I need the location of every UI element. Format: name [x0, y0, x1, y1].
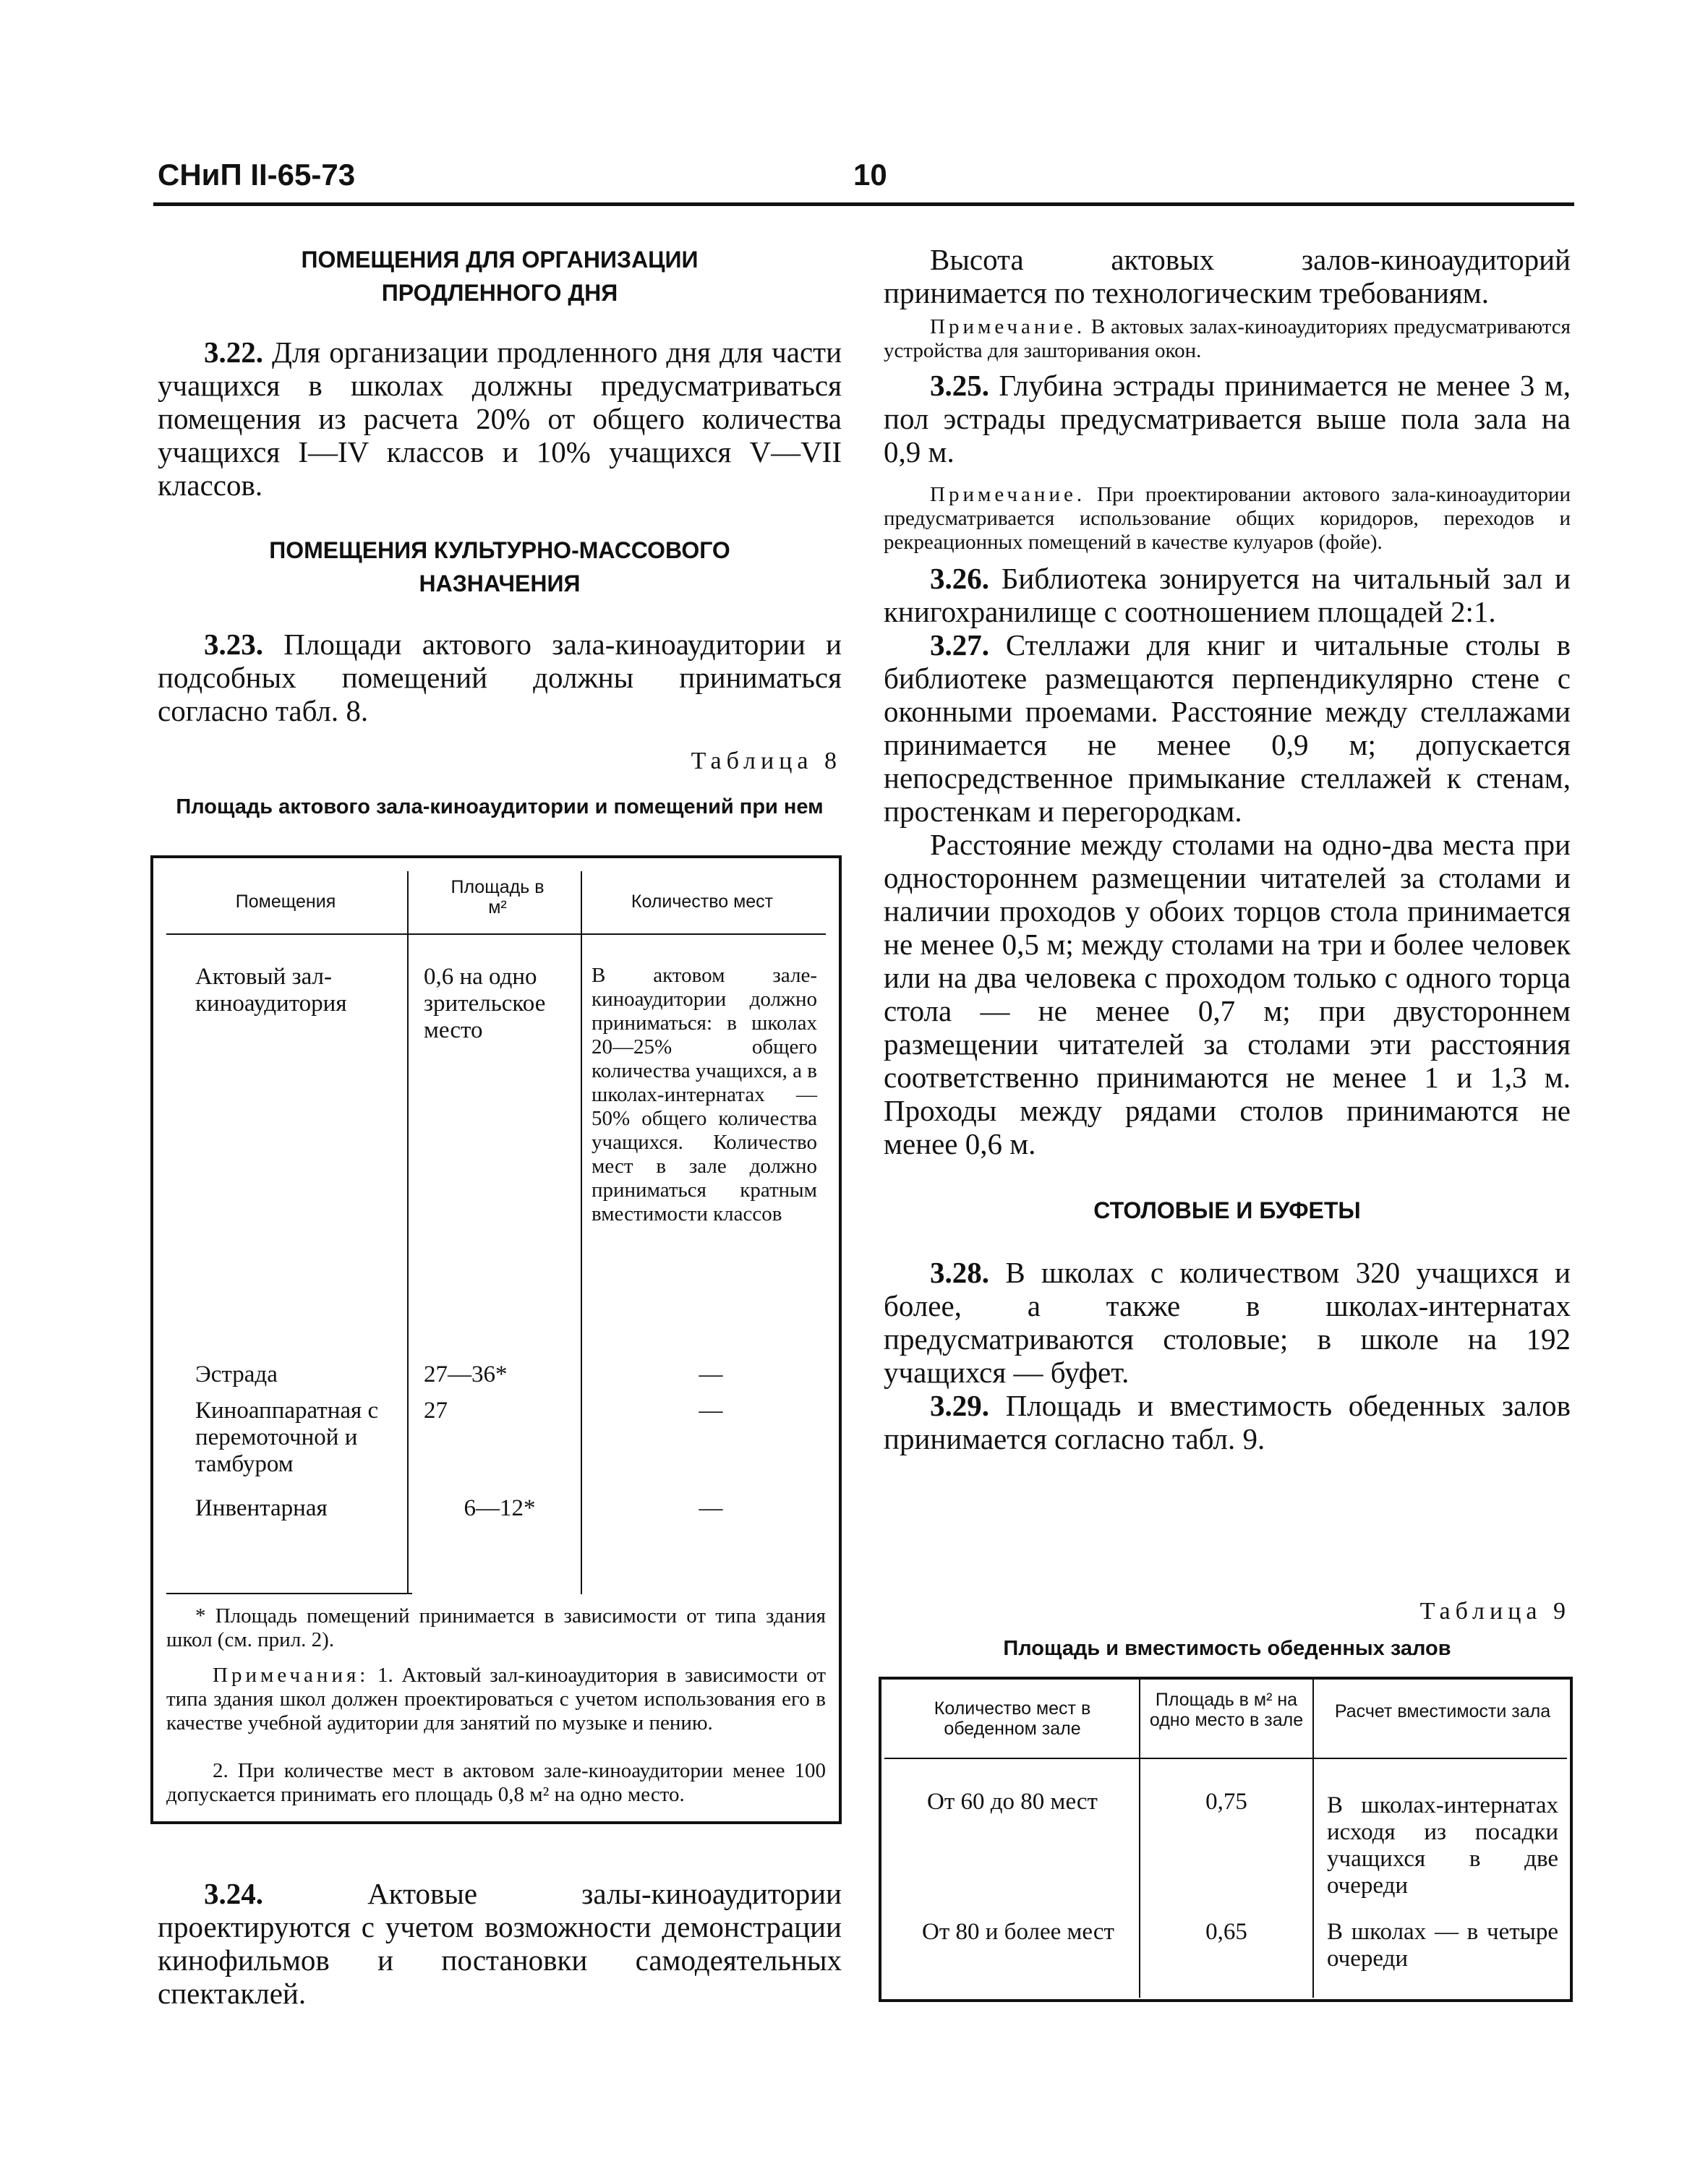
paragraph-3-27-continued: Расстояние между столами на одно-два места при одностороннем размещении читателей за столами и наличии проходов у обоих торцов стола принимается не менее 0,5 м; между столами на три и более человек или на два человека с проходом только с одного торца стола — не менее 0,7 м; при двустороннем размещении читателей за столами эти расстояния соответственно принимаются не менее 1 и 1,3 м. Проходы между рядами столов принимаются не менее 0,6 м.: [884, 828, 1571, 1160]
document-code: СНиП II-65-73: [158, 158, 356, 192]
paragraph-3-25: [884, 369, 1571, 469]
paragraph-3-23: [158, 628, 842, 727]
table-8-room: Актовый зал-киноаудитория: [195, 964, 347, 1017]
table-9-header-area: Площадь в м² на одно место в зале: [1149, 1690, 1304, 1730]
paragraph-number: 3.23.: [204, 628, 263, 661]
header-rule: [153, 202, 1574, 206]
table-8-header-area: Площадь в м²: [451, 877, 545, 918]
paragraph-hall-height: Высота актовых залов-киноаудиторий принимается по технологическим требованиям.: [884, 243, 1571, 309]
paragraph-text: Библиотека зонируется на читальный зал и книгохранилище с соотношением площадей 2:1.: [884, 562, 1571, 628]
paragraph-3-28: [884, 1256, 1571, 1389]
note-text: При проектировании актового зала-киноаудитории предусматривается использование общих коридоров, переходов и рекреационных помещений в качестве кулуаров (фойе).: [884, 483, 1571, 554]
table-8-footnote: * Площадь помещений принимается в зависимости от типа здания школ (см. прил. 2).: [166, 1604, 826, 1651]
left-column-bottom: [158, 1877, 842, 2010]
paragraph-3-22: [158, 335, 842, 502]
table-8-seats: —: [699, 1361, 723, 1387]
paragraph-number: 3.27.: [930, 628, 989, 662]
table-8-area: 6—12*: [464, 1495, 536, 1521]
paragraph-number: 3.24.: [204, 1877, 263, 1910]
table-8-seats: —: [699, 1495, 723, 1521]
paragraph-3-27: [884, 628, 1571, 828]
table-8-header-seats: Количество мест: [631, 891, 774, 912]
table-8-area: 27: [424, 1398, 448, 1424]
note-curtains: [884, 315, 1571, 363]
paragraph-3-24: [158, 1877, 842, 2010]
paragraph-number: 3.22.: [204, 335, 263, 369]
paragraph-text: Стеллажи для книг и читальные столы в библиотеке размещаются перпендикулярно стене с оконными проемами. Расстояние между стеллажами принимается не менее 0,9 м; допускается непосредственное примыкание стеллажей к стенам, простенкам и перегородкам.: [884, 628, 1571, 828]
table-9-caption: Площадь и вместимость обеденных залов: [1003, 1637, 1451, 1660]
table-8-area: 27—36*: [424, 1361, 508, 1387]
paragraph-text: Площадь и вместимость обеденных залов принимается согласно табл. 9.: [884, 1389, 1571, 1455]
table-8-header-rooms: Помещения: [235, 891, 336, 912]
table-9-header-seats: Количество мест в обеденном зале: [934, 1698, 1091, 1739]
table-9-seats: От 60 до 80 мест: [927, 1789, 1098, 1815]
paragraph-text: Глубина эстрады принимается не менее 3 м, пол эстрады предусматривается выше пола зала на 0,9 м.: [884, 369, 1571, 469]
paragraph-text: В школах с количеством 320 учащихся и более, а также в школах-интернатах предусматриваются столовые; в школе на 192 учащихся — буфет.: [884, 1256, 1571, 1389]
paragraph-3-26: [884, 562, 1571, 628]
footnote-separator: [166, 1593, 412, 1594]
table-8-note-2: 2. При количестве мест в актовом зале-киноаудитории менее 100 допускается принимать его площадь 0,8 м² на одно место.: [166, 1759, 826, 1806]
table-8-caption: Площадь актового зала-киноаудитории и помещений при нем: [176, 795, 824, 818]
left-column-top: [158, 243, 842, 820]
table-9-label: Таблица 9: [1419, 1598, 1571, 1625]
table-9-calc: В школах-интернатах исходя из посадки учащихся в две очереди: [1327, 1792, 1558, 1899]
note-title: Примечание.: [930, 315, 1086, 338]
section-heading-canteens: СТОЛОВЫЕ И БУФЕТЫ: [1093, 1197, 1361, 1223]
note-text: В актовых залах-киноаудиториях предусматриваются устройства для зашторивания окон.: [884, 315, 1571, 362]
table-9-area: 0,65: [1205, 1919, 1247, 1945]
table-9-header-calc: Расчет вместимости зала: [1334, 1701, 1551, 1722]
table-8-seats: —: [699, 1398, 723, 1424]
paragraph-number: 3.25.: [930, 369, 989, 402]
paragraph-number: 3.28.: [930, 1256, 989, 1289]
section-heading-extended-day: ПОМЕЩЕНИЯ ДЛЯ ОРГАНИЗАЦИИ ПРОДЛЕННОГО ДНЯ: [301, 247, 699, 306]
table-8: [150, 855, 842, 1824]
table-9-calc: В школах — в четыре очереди: [1327, 1919, 1558, 1972]
paragraph-text: Площади актового зала-киноаудитории и подсобных помещений должны приниматься согласно табл. 8.: [158, 628, 842, 727]
notes-title: Примечания:: [213, 1664, 370, 1687]
right-column: [884, 243, 1571, 1455]
table-8-label: Таблица 8: [691, 748, 842, 774]
note-foyer: [884, 483, 1571, 555]
table-8-notes: [166, 1664, 826, 1735]
table-9: [879, 1677, 1573, 2002]
paragraph-3-29: [884, 1389, 1571, 1455]
table-9-area: 0,75: [1205, 1789, 1247, 1815]
section-heading-cultural: ПОМЕЩЕНИЯ КУЛЬТУРНО-МАССОВОГО НАЗНАЧЕНИЯ: [269, 537, 730, 596]
paragraph-number: 3.29.: [930, 1389, 989, 1422]
paragraph-text: Для организации продленного дня для части учащихся в школах должны предусматриваться помещения из расчета 20% от общего количества учащихся I—IV классов и 10% учащихся V—VII классов.: [158, 335, 842, 502]
table-8-room: Киноаппаратная с перемоточной и тамбуром: [195, 1398, 379, 1477]
table-8-seats: В актовом зале-киноаудитории должно приниматься: в школах 20—25% общего количества учащихся, а в школах-интернатах — 50% общего количества учащихся. Количество мест в зале должно приниматься кратным вместимости классов: [592, 964, 817, 1226]
table-9-seats: От 80 и более мест: [922, 1919, 1114, 1945]
table-8-room: Инвентарная: [195, 1495, 328, 1521]
note-1: 1. Актовый зал-киноаудитория в зависимости от типа здания школ должен проектироваться с учетом использования его в качестве учебной аудитории для занятий по музыке и пению.: [166, 1664, 827, 1735]
paragraph-text: Актовые залы-киноаудитории проектируются с учетом возможности демонстрации кинофильмов и постановки самодеятельных спектаклей.: [158, 1877, 842, 2010]
paragraph-number: 3.26.: [930, 562, 989, 595]
page-number: 10: [853, 158, 887, 192]
table-8-area: 0,6 на одно зрительское место: [424, 964, 546, 1043]
note-title: Примечание.: [930, 483, 1086, 506]
table-8-room: Эстрада: [195, 1361, 278, 1387]
